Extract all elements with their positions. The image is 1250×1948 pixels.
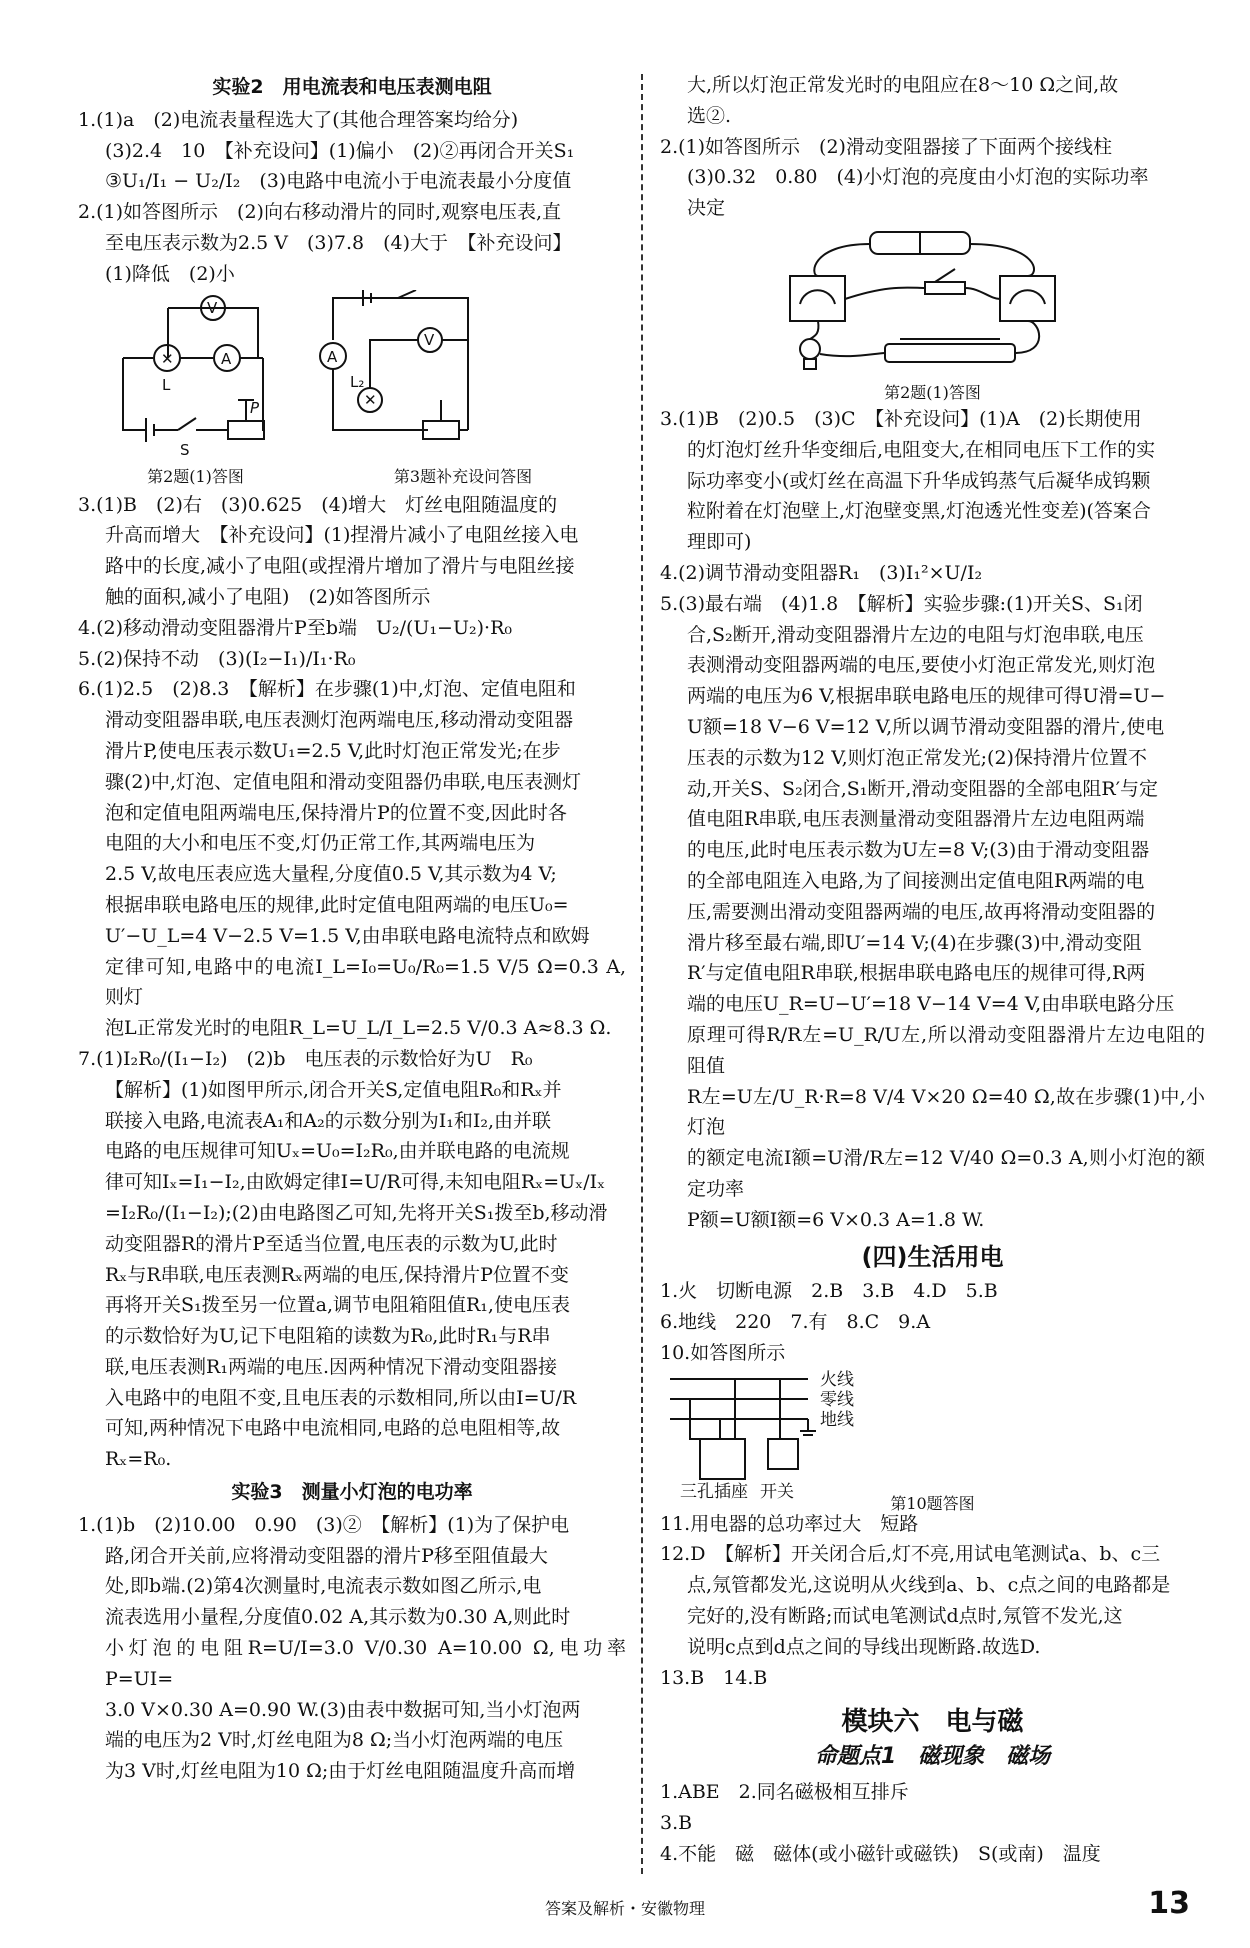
- right-column: [660, 70, 1205, 1869]
- text-line: 根据串联电路电压的规律,此时定值电阻两端的电压U₀=: [105, 893, 569, 916]
- apparatus-illustration-icon: [660, 224, 1205, 379]
- text-line: 1.(1)b (2)10.00 0.90 (3)② 【解析】(1)为了保护电: [78, 1513, 570, 1536]
- text-line: 表测滑动变阻器两端的电压,要使小灯泡正常发光,则灯泡: [687, 654, 1156, 677]
- wire-label-ground: 地线: [820, 1409, 854, 1430]
- text-line: 处,即b端.(2)第4次测量时,电流表示数如图乙所示,电: [105, 1575, 542, 1598]
- fig3-caption: 第3题补充设问答图: [393, 466, 533, 486]
- wiring-figure: [660, 1369, 1205, 1513]
- circuit-diagram-icon: [78, 290, 626, 490]
- fig2-caption: 第2题(1)答图: [147, 466, 244, 486]
- text-line: 11.用电器的总功率过大 短路: [660, 1512, 919, 1535]
- text-line: R左=U左/U_R·R=8 V/4 V×20 Ω=40 Ω,故在步骤(1)中,小灯泡: [687, 1085, 1205, 1139]
- svg-text:P: P: [250, 398, 260, 417]
- text-line: 粒附着在灯泡壁上,灯泡壁变黑,灯泡透光性变差)(答案合: [687, 500, 1151, 523]
- text-line: 完好的,没有断路;而试电笔测试d点时,氖管不发光,这: [687, 1605, 1123, 1628]
- text-line: Rₓ与R串联,电压表测Rₓ两端的电压,保持滑片P位置不变: [105, 1263, 569, 1286]
- svg-text:✕: ✕: [364, 390, 377, 409]
- text-line: 可知,两种情况下电路中电流相同,电路的总电阻相等,故: [105, 1417, 561, 1440]
- wire-label-live: 火线: [820, 1369, 854, 1390]
- text-line: 3.(1)B (2)右 (3)0.625 (4)增大 灯丝电阻随温度的: [78, 493, 558, 516]
- text-line: 升高而增大 【补充设问】(1)捏滑片减小了电阻丝接入电: [105, 524, 579, 547]
- apparatus-figure: [660, 224, 1205, 404]
- text-line: 原理可得R/R左=U_R/U左,所以滑动变阻器滑片左边电阻的阻值: [687, 1023, 1205, 1077]
- text-line: 的示数恰好为U,记下电阻箱的读数为R₀,此时R₁与R串: [105, 1325, 551, 1348]
- text-line: 6.(1)2.5 (2)8.3 【解析】在步骤(1)中,灯泡、定值电阻和: [78, 678, 576, 701]
- point-title: 命题点1 磁现象 磁场: [814, 1744, 1051, 1770]
- text-line: 动变阻器R的滑片P至适当位置,电压表的示数为U,此时: [105, 1232, 558, 1255]
- text-line: 滑片移至最右端,即U′=14 V;(4)在步骤(3)中,滑动变阻: [687, 931, 1142, 954]
- text-line: 骤(2)中,灯泡、定值电阻和滑动变阻器仍串联,电压表测灯: [105, 770, 581, 793]
- text-line: 律可知Iₓ=I₁−I₂,由欧姆定律I=U/R可得,未知电阻Rₓ=Uₓ/Iₓ: [105, 1171, 606, 1194]
- text-line: R′与定值电阻R串联,根据串联电路电压的规律可得,R两: [687, 962, 1146, 985]
- text-line: 端的电压为2 V时,灯丝电阻为8 Ω;当小灯泡两端的电压: [105, 1729, 564, 1752]
- text-line: Rₓ=R₀.: [105, 1448, 172, 1471]
- text-line: 联接入电路,电流表A₁和A₂的示数分别为I₁和I₂,由并联: [105, 1109, 552, 1132]
- text-line: 触的面积,减小了电阻) (2)如答图所示: [105, 585, 431, 608]
- text-line: =I₂R₀/(I₁−I₂);(2)由电路图乙可知,先将开关S₁拨至b,移动滑: [105, 1201, 608, 1224]
- text-line: 路中的长度,减小了电阻(或捏滑片增加了滑片与电阻丝接: [105, 555, 575, 578]
- text-line: 2.(1)如答图所示 (2)向右移动滑片的同时,观察电压表,直: [78, 201, 562, 224]
- text-line: 动,开关S、S₂闭合,S₁断开,滑动变阻器的全部电阻R′与定: [687, 777, 1159, 800]
- module-title: 模块六 电与磁: [841, 1707, 1024, 1738]
- text-line: U额=18 V−6 V=12 V,所以调节滑动变阻器的滑片,使电: [687, 715, 1165, 738]
- text-line: 5.(2)保持不动 (3)(I₂−I₁)/I₁·R₀: [78, 647, 356, 670]
- text-line: 5.(3)最右端 (4)1.8 【解析】实验步骤:(1)开关S、S₁闭: [660, 592, 1143, 615]
- text-line: 合,S₂断开,滑动变阻器滑片左边的电阻与灯泡串联,电压: [687, 623, 1144, 646]
- page-footer: 答案及解析・安徽物理: [544, 1899, 705, 1918]
- text-line: 3.(1)B (2)0.5 (3)C 【补充设问】(1)A (2)长期使用: [660, 407, 1142, 430]
- text-line: 12.D 【解析】开关闭合后,灯不亮,用试电笔测试a、b、c三: [660, 1543, 1161, 1566]
- fig10-caption: 第10题答图: [890, 1493, 975, 1513]
- text-line: 入电路中的电阻不变,且电压表的示数相同,所以由I=U/R: [105, 1386, 577, 1409]
- text-line: 13.B 14.B: [660, 1666, 768, 1689]
- socket-label: 三孔插座: [680, 1481, 748, 1502]
- text-line: 2.5 V,故电压表应选大量程,分度值0.5 V,其示数为4 V;: [105, 863, 557, 886]
- text-line: 大,所以灯泡正常发光时的电阻应在8～10 Ω之间,故: [687, 74, 1119, 96]
- text-line: 【解析】(1)如图甲所示,闭合开关S,定值电阻R₀和Rₓ并: [105, 1078, 562, 1101]
- svg-text:L₂: L₂: [350, 372, 365, 391]
- text-line: 滑动变阻器串联,电压表测灯泡两端电压,移动滑动变阻器: [105, 709, 574, 732]
- text-line: 为3 V时,灯丝电阻为10 Ω;由于灯丝电阻随温度升高而增: [105, 1760, 576, 1783]
- text-line: 电阻的大小和电压不变,灯仍正常工作,其两端电压为: [105, 832, 536, 855]
- text-line: 压表的示数为12 V,则灯泡正常发光;(2)保持滑片位置不: [687, 746, 1147, 769]
- left-column: [78, 70, 626, 1787]
- text-line: 1.ABE 2.同名磁极相互排斥: [660, 1781, 909, 1804]
- svg-text:L: L: [162, 375, 171, 394]
- text-line: 4.(2)调节滑动变阻器R₁ (3)I₁²×U/I₂: [660, 561, 983, 584]
- text-line: 至电压表示数为2.5 V (3)7.8 (4)大于 【补充设问】: [105, 231, 572, 254]
- text-line: 4.(2)移动滑动变阻器滑片P至b端 U₂/(U₁−U₂)·R₀: [78, 616, 512, 639]
- svg-text:V: V: [424, 330, 435, 349]
- text-line: 决定: [687, 197, 726, 220]
- text-line: 际功率变小(或灯丝在高温下升华成钨蒸气后凝华成钨颗: [687, 469, 1151, 492]
- text-line: 说明c点到d点之间的导线出现断路.故选D.: [687, 1635, 1041, 1658]
- text-line: 3.0 V×0.30 A=0.90 W.(3)由表中数据可知,当小灯泡两: [105, 1698, 581, 1721]
- column-divider: [641, 74, 643, 1874]
- text-line: 选②.: [687, 104, 732, 127]
- text-line: 压,需要测出滑动变阻器两端的电压,故再将滑动变阻器的: [687, 900, 1156, 923]
- text-line: 2.(1)如答图所示 (2)滑动变阻器接了下面两个接线柱: [660, 135, 1112, 158]
- svg-text:✕: ✕: [161, 349, 174, 368]
- page-number: 13: [1148, 1886, 1190, 1921]
- text-line: 点,氖管都发光,这说明从火线到a、b、c点之间的电路都是: [687, 1574, 1171, 1597]
- text-line: 10.如答图所示: [660, 1341, 786, 1364]
- text-line: 的全部电阻连入电路,为了间接测出定值电阻R两端的电: [687, 869, 1145, 892]
- text-line: P额=U额I额=6 V×0.3 A=1.8 W.: [687, 1208, 985, 1231]
- text-line: (3)0.32 0.80 (4)小灯泡的亮度由小灯泡的实际功率: [687, 166, 1149, 189]
- text-line: 两端的电压为6 V,根据串联电路电压的规律可得U滑=U−: [687, 685, 1166, 708]
- text-line: 的电压,此时电压表示数为U左=8 V;(3)由于滑动变阻器: [687, 839, 1150, 862]
- text-line: 再将开关S₁拨至另一位置a,调节电阻箱阻值R₁,使电压表: [105, 1294, 570, 1317]
- text-line: 小灯泡的电阻R=U/I=3.0 V/0.30 A=10.00 Ω,电功率P=UI=: [105, 1637, 626, 1690]
- household-wiring-icon: [660, 1369, 1205, 1509]
- wire-label-neutral: 零线: [820, 1389, 854, 1410]
- text-line: (3)2.4 10 【补充设问】(1)偏小 (2)②再闭合开关S₁: [105, 139, 575, 162]
- section-title: (四)生活用电: [861, 1242, 1004, 1271]
- text-line: (1)降低 (2)小: [105, 262, 235, 285]
- text-line: 1.火 切断电源 2.B 3.B 4.D 5.B: [660, 1280, 998, 1303]
- switch-label: 开关: [760, 1481, 794, 1502]
- text-line: 的额定电流I额=U滑/R左=12 V/40 Ω=0.3 A,则小灯泡的额定功率: [687, 1147, 1205, 1200]
- text-line: 滑片P,使电压表示数U₁=2.5 V,此时灯泡正常发光;在步: [105, 739, 561, 762]
- text-line: 电路的电压规律可知Uₓ=U₀=I₂R₀,由并联电路的电流规: [105, 1140, 570, 1163]
- text-line: 端的电压U_R=U−U′=18 V−14 V=4 V,由串联电路分压: [687, 993, 1175, 1016]
- exp2-title: 实验2 用电流表和电压表测电阻: [212, 76, 492, 98]
- svg-text:S: S: [180, 440, 190, 459]
- text-line: 路,闭合开关前,应将滑动变阻器的滑片P移至阻值最大: [105, 1544, 548, 1567]
- text-line: 流表选用小量程,分度值0.02 A,其示数为0.30 A,则此时: [105, 1606, 571, 1629]
- text-line: 1.(1)a (2)电流表量程选大了(其他合理答案均给分): [78, 108, 519, 131]
- text-line: 7.(1)I₂R₀/(I₁−I₂) (2)b 电压表的示数恰好为U R₀: [78, 1047, 533, 1070]
- svg-text:V: V: [207, 298, 218, 317]
- text-line: 4.不能 磁 磁体(或小磁针或磁铁) S(或南) 温度: [660, 1842, 1101, 1865]
- text-line: ③U₁/I₁ − U₂/I₂ (3)电路中电流小于电流表最小分度值: [105, 170, 572, 193]
- text-line: 的灯泡灯丝升华变细后,电阻变大,在相同电压下工作的实: [687, 438, 1156, 461]
- text-line: 泡和定值电阻两端电压,保持滑片P的位置不变,因此时各: [105, 801, 567, 824]
- text-line: 泡L正常发光时的电阻R_L=U_L/I_L=2.5 V/0.3 A≈8.3 Ω.: [105, 1017, 612, 1040]
- text-line: 理即可): [687, 531, 752, 554]
- text-line: 6.地线 220 7.有 8.C 9.A: [660, 1311, 931, 1334]
- circuit-figures: [78, 290, 626, 490]
- svg-text:A: A: [221, 349, 232, 368]
- svg-text:A: A: [327, 347, 338, 366]
- text-line: U′−U_L=4 V−2.5 V=1.5 V,由串联电路电流特点和欧姆: [105, 924, 590, 947]
- text-line: 3.B: [660, 1811, 693, 1834]
- text-line: 值电阻R串联,电压表测量滑动变阻器滑片左边电阻两端: [687, 808, 1145, 831]
- exp3-title: 实验3 测量小灯泡的电功率: [231, 1481, 473, 1504]
- text-line: 定律可知,电路中的电流I_L=I₀=U₀/R₀=1.5 V/5 Ω=0.3 A,则灯: [105, 955, 626, 1009]
- right-fig2-caption: 第2题(1)答图: [884, 382, 981, 402]
- text-line: 联,电压表测R₁两端的电压.因两种情况下滑动变阻器接: [105, 1355, 558, 1378]
